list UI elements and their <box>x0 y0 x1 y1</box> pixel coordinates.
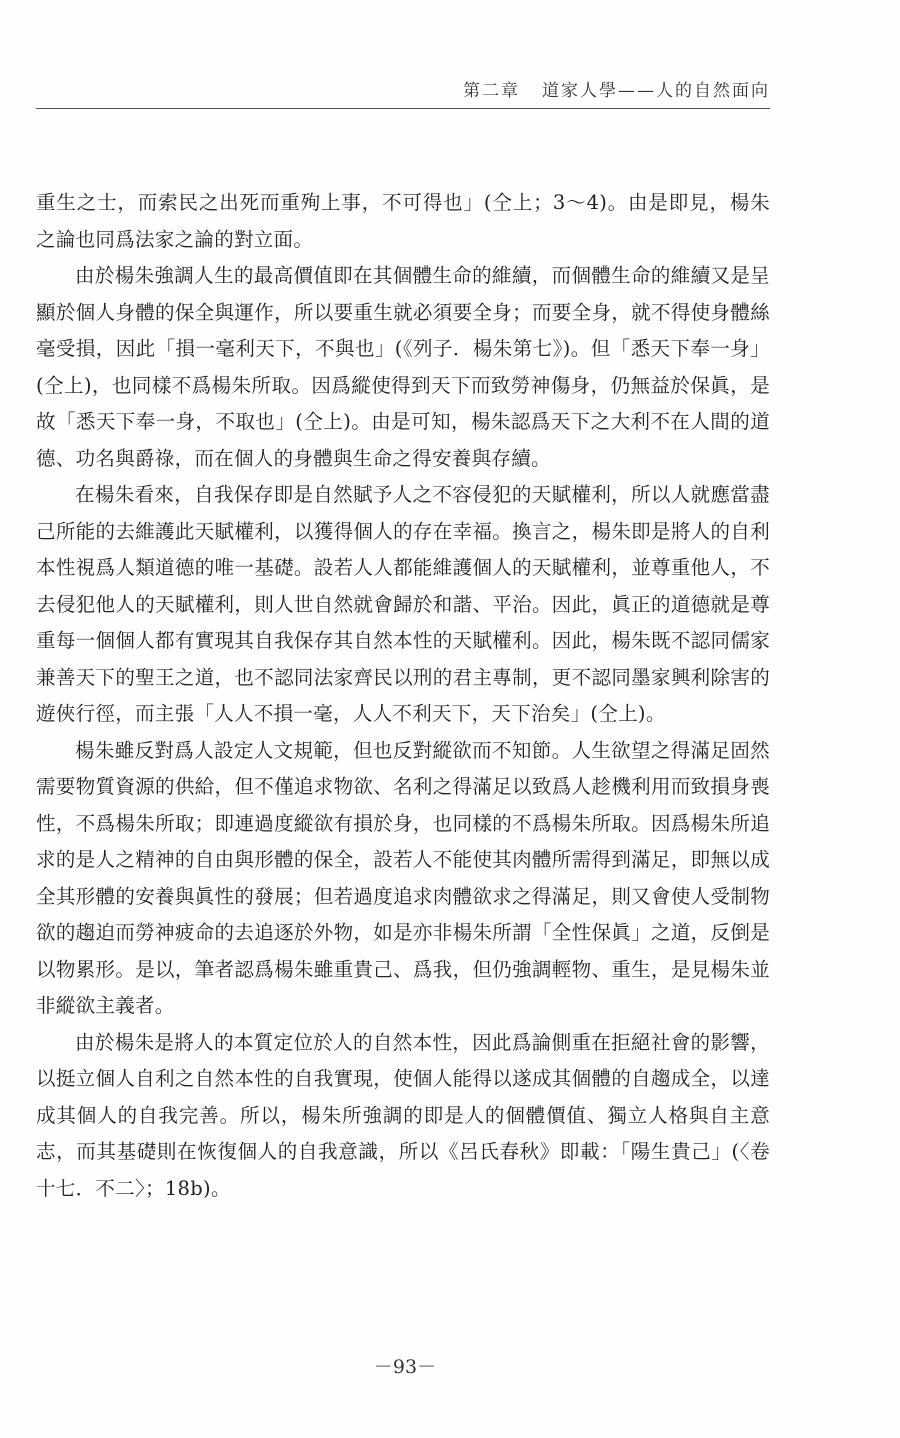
header-divider <box>36 108 770 109</box>
running-header <box>36 76 770 101</box>
chapter-label: 第二章 <box>463 81 520 101</box>
paragraph-4: 楊朱雖反對爲人設定人文規範，但也反對縱欲而不知節。人生欲望之得滿足固然需要物質資源的供給，但不僅追求物欲、名利之得滿足以致爲人趁機利用而致損身喪性，不爲楊朱所取；即連過度縱欲有損於身，也同樣的不爲楊朱所取。因爲楊朱所追求的是人之精神的自由與形體的保全，設若人不能使其肉體所需得到滿足，即無以成全其形體的安養與眞性的發展；但若過度追求肉體欲求之得滿足，則又會使人受制物欲的趨迫而勞神疲命的去追逐於外物，如是亦非楊朱所謂「全性保眞」之道，反倒是以物累形。是以，筆者認爲楊朱雖重貴己、爲我，但仍強調輕物、重生，是見楊朱並非縱欲主義者。 <box>36 738 770 1017</box>
chapter-title: 道家人學——人的自然面向 <box>542 81 770 101</box>
paragraph-1: 重生之士，而索民之出死而重殉上事，不可得也」(仝上；3～4)。由是即見，楊朱之論也同爲法家之論的對立面。 <box>36 191 770 251</box>
body-text <box>36 185 770 1207</box>
page-number: －93－ <box>373 1356 437 1378</box>
paragraph-5: 由於楊朱是將人的本質定位於人的自然本性，因此爲論側重在拒絕社會的影響，以挺立個人自利之自然本性的自我實現，使個人能得以遂成其個體的自趨成全，以達成其個人的自我完善。所以，楊朱所強調的即是人的個體價值、獨立人格與自主意志，而其基礎則在恢復個人的自我意識，所以《呂氏春秋》即載：「陽生貴己」(〈卷十七．不二〉；18b)。 <box>36 1030 770 1200</box>
paragraph-3: 在楊朱看來，自我保存即是自然賦予人之不容侵犯的天賦權利，所以人就應當盡己所能的去維護此天賦權利，以獲得個人的存在幸福。換言之，楊朱即是將人的自利本性視爲人類道德的唯一基礎。設若人人都能維護個人的天賦權利，並尊重他人，不去侵犯他人的天賦權利，則人世自然就會歸於和諧、平治。因此，眞正的道德就是尊重每一個個人都有實現其自我保存其自然本性的天賦權利。因此，楊朱既不認同儒家兼善天下的聖王之道，也不認同法家齊民以刑的君主專制，更不認同墨家興利除害的遊俠行徑，而主張「人人不損一毫，人人不利天下，天下治矣」(仝上)。 <box>36 483 770 725</box>
paragraph-2: 由於楊朱強調人生的最高價值即在其個體生命的維續，而個體生命的維續又是呈顯於個人身體的保全與運作，所以要重生就必須要全身；而要全身，就不得使身體絲毫受損，因此「損一毫利天下，不與也」(《列子．楊朱第七》)。但「悉天下奉一身」(仝上)，也同樣不爲楊朱所取。因爲縱使得到天下而致勞神傷身，仍無益於保眞，是故「悉天下奉一身，不取也」(仝上)。由是可知，楊朱認爲天下之大利不在人間的道德、功名與爵祿，而在個人的身體與生命之得安養與存續。 <box>36 264 770 470</box>
